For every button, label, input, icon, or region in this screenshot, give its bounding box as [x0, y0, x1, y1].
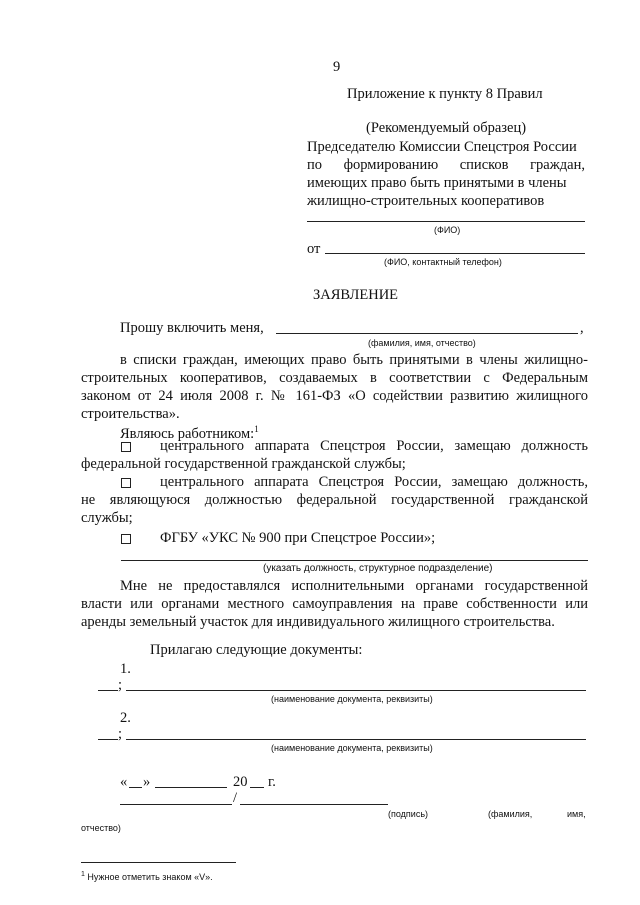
documents-intro: Прилагаю следующие документы: [150, 642, 363, 658]
request-intro: Прошу включить меня, [120, 320, 264, 336]
option-1-label: центрального аппарата Спецстроя России, замещаю должность [160, 438, 588, 454]
request-body-line: строительства». [81, 406, 180, 422]
document-1-input-line[interactable] [126, 690, 586, 691]
document-2-caption: (наименование документа, реквизиты) [271, 743, 433, 753]
surname-input-line[interactable] [240, 804, 388, 805]
signature-caption: (подпись) [388, 809, 429, 819]
footnote-divider [81, 862, 236, 863]
date-month-line[interactable] [155, 787, 227, 788]
document-2-semicolon: ; [118, 726, 123, 742]
addressee-word: по [307, 157, 323, 173]
option-2-label-cont: не являющуюся должностью федеральной государственной гражданской [81, 492, 588, 508]
patronymic-caption: отчество) [81, 823, 121, 833]
document-2-line-start[interactable] [98, 739, 118, 740]
from-caption: (ФИО, контактный телефон) [384, 257, 502, 267]
land-line: Мне не предоставлялся исполнительными органами государственной [120, 578, 588, 594]
footnote [81, 869, 213, 883]
position-caption: (указать должность, структурное подразделение) [263, 563, 493, 574]
land-line: власти или органами местного самоуправления на праве собственности или [81, 596, 588, 612]
footnote-mark: 1 [81, 871, 85, 878]
land-line: аренды земельный участок для индивидуального жилищного строительства. [81, 614, 555, 630]
position-input-line[interactable] [121, 560, 588, 561]
request-intro-comma: , [580, 320, 584, 336]
document-1-number: 1. [120, 661, 131, 677]
fio-input-line[interactable] [307, 221, 585, 222]
signature-separator: / [233, 790, 238, 806]
option-2-label: центрального аппарата Спецстроя России, замещаю должность, [160, 474, 588, 490]
document-1-caption: (наименование документа, реквизиты) [271, 694, 433, 704]
signature-input-line[interactable] [120, 804, 232, 805]
date-year-suffix: г. [268, 774, 276, 790]
addressee-line-4: жилищно-строительных кооперативов [307, 193, 545, 209]
date-open-quote: « [120, 774, 128, 790]
request-body-line: законом от 24 июля 2008 г. № 161-ФЗ «О содействии развитию жилищного [81, 388, 588, 404]
page-number: 9 [333, 59, 341, 75]
footnote-text: Нужное отметить знаком «V». [87, 872, 213, 882]
date-year-prefix: 20 [233, 774, 248, 790]
document-1-semicolon: ; [118, 677, 123, 693]
addressee-word: списков [459, 157, 509, 173]
document-1-line-start[interactable] [98, 690, 118, 691]
option-3-label: ФГБУ «УКС № 900 при Спецстрое России»; [160, 530, 436, 546]
from-prefix: от [307, 241, 321, 257]
date-year-line[interactable] [250, 787, 264, 788]
employee-intro-text: Являюсь работником: [120, 425, 255, 442]
document-heading: ЗАЯВЛЕНИЕ [313, 287, 399, 303]
addressee-line-2 [307, 156, 585, 174]
footnote-reference: 1 [254, 424, 259, 434]
sample-note: (Рекомендуемый образец) [366, 120, 527, 136]
addressee-word: формированию [343, 157, 439, 173]
name-caption: имя, [567, 809, 586, 819]
option-3-checkbox[interactable] [121, 532, 131, 550]
addressee-line-3: имеющих право быть принятыми в члены [307, 175, 567, 191]
request-body-line: в списки граждан, имеющих право быть принятыми в члены жилищно- [120, 352, 588, 368]
annex-title: Приложение к пункту 8 Правил [347, 86, 543, 102]
request-body-line: строительных кооперативов, создаваемых в соответствии с Федеральным [81, 370, 588, 386]
addressee-line-1: Председателю Комиссии Спецстроя России [307, 139, 577, 155]
option-2-label-end: службы; [81, 510, 133, 526]
fio-caption: (ФИО) [434, 225, 461, 235]
applicant-name-line[interactable] [276, 333, 578, 334]
addressee-word: граждан, [530, 157, 585, 173]
document-2-number: 2. [120, 710, 131, 726]
surname-caption: (фамилия, [488, 809, 533, 819]
from-input-line[interactable] [325, 253, 585, 254]
date-day-line[interactable] [129, 787, 142, 788]
date-close-quote: » [143, 774, 151, 790]
document-2-input-line[interactable] [126, 739, 586, 740]
option-1-label-cont: федеральной государственной гражданской службы; [81, 456, 406, 472]
applicant-name-caption: (фамилия, имя, отчество) [368, 338, 476, 348]
